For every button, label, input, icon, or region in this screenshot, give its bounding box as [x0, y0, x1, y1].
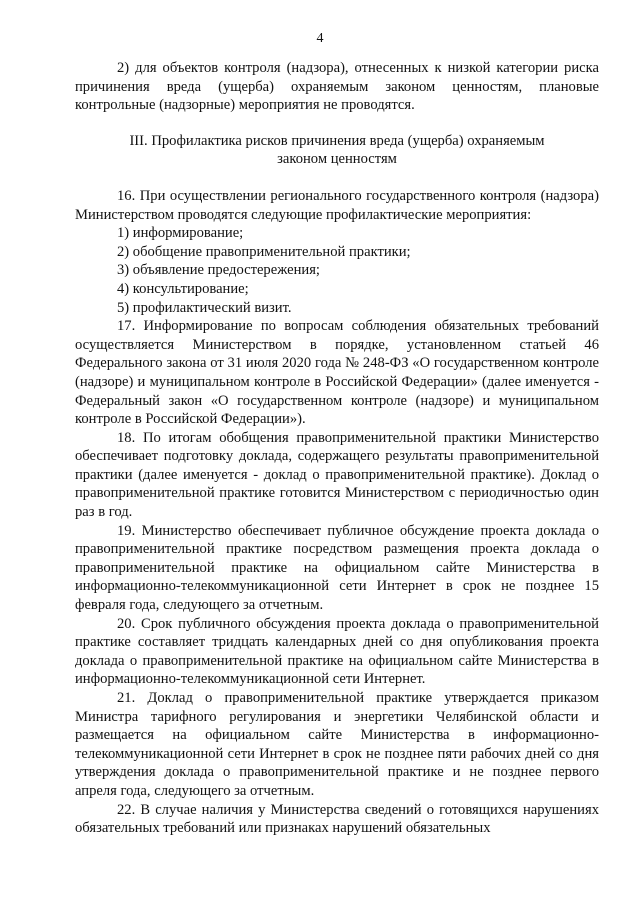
paragraph-16: 16. При осуществлении регионального государственного контроля (надзора) Министерством проводятся следующие профилактические мероприятия:	[75, 187, 599, 223]
list-item: 4) консультирование;	[117, 280, 249, 297]
list-item: 2) обобщение правоприменительной практики;	[117, 243, 411, 260]
paragraph-17: 17. Информирование по вопросам соблюдения обязательных требований осуществляется Министерством в порядке, установленном статьей 46 Федерального закона от 31 июля 2020 года № 248-ФЗ «О государственном контроле (надзоре) и муниципальном контроле в Российской Федерации» (далее именуется - Федеральный закон «О государственном контроле (надзоре) и муниципальном контроле в Российской Федерации»).	[75, 318, 599, 428]
paragraph-21: 21. Доклад о правоприменительной практике утверждается приказом Министра тарифного регулирования и энергетики Челябинской области и размещается на официальном сайте Министерства в информационно-телекоммуникационной сети Интернет в срок не позднее пяти рабочих дней со дня утверждения доклада о правоприменительной практике и не позднее первого апреля года, следующего за отчетным.	[75, 690, 599, 799]
document-body	[75, 59, 599, 838]
paragraph-18: 18. По итогам обобщения правоприменительной практики Министерство обеспечивает подготовку доклада, содержащего результаты правоприменительной практики (далее именуется - доклад о правоприменительной практике). Доклад о правоприменительной практике готовится Министерством с периодичностью один раз в год.	[75, 429, 599, 521]
intro-paragraph: 2) для объектов контроля (надзора), отнесенных к низкой категории риска причинения вреда (ущерба) охраняемым законом ценностям, плановые контрольные (надзорные) мероприятия не проводятся.	[75, 60, 599, 114]
list-item: 5) профилактический визит.	[117, 299, 292, 316]
page-number: 4	[316, 31, 324, 46]
paragraph-20: 20. Срок публичного обсуждения проекта доклада о правоприменительной практике составляет тридцать календарных дней со дня опубликования проекта доклада о правоприменительной практике на официальном сайте Министерства в информационно-телекоммуникационной сети Интернет.	[75, 615, 599, 688]
paragraph-22: 22. В случае наличия у Министерства сведений о готовящихся нарушениях обязательных требований или признаках нарушений обязательных	[75, 801, 599, 837]
section-heading: III. Профилактика рисков причинения вреда (ущерба) охраняемым законом ценностям	[129, 132, 545, 168]
list-item: 1) информирование;	[117, 225, 244, 242]
list-item: 3) объявление предостережения;	[117, 262, 320, 279]
paragraph-19: 19. Министерство обеспечивает публичное обсуждение проекта доклада о правоприменительной практике посредством размещения проекта доклада о правоприменительной практике на официальном сайте Министерства в информационно-телекоммуникационной сети Интернет в срок не позднее 15 февраля года, следующего за отчетным.	[75, 522, 599, 614]
